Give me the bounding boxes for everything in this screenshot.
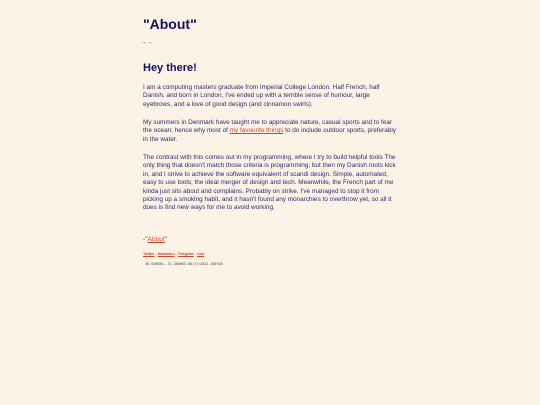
telegram-link[interactable]: Telegram bbox=[177, 252, 194, 256]
link-separator: - bbox=[193, 252, 197, 256]
twitter-link[interactable]: Twitter bbox=[143, 252, 155, 256]
last-link[interactable]: Last bbox=[196, 252, 205, 256]
intro-paragraph: I am a computing masters graduate from Imperial College London. Half French, half Danish, and born in London, I've ended up with a terrible sense of humour, large eyebrows, and a love of good design (and cinnamon swirls). bbox=[143, 84, 380, 108]
signoff-prefix: -" bbox=[143, 236, 148, 243]
link-separator: - bbox=[174, 252, 178, 256]
signoff-suffix: " bbox=[164, 236, 168, 243]
about-link[interactable]: About bbox=[147, 236, 165, 243]
signoff bbox=[143, 235, 167, 245]
coordinates-readout: 38.928856,-32.388603-08/17/2022-184928 bbox=[145, 262, 223, 266]
programming-paragraph: The contrast with this comes out in my programming, where I try to build helpful tools The only thing that doesn't match those criteria is programming; but then my Danish roots kick in, and I strive to achieve the software equivalent of scandi design. Simple, automated, easy to use tools; the ideal merger of design and tech. Meanwhile, the French part of me kinda just sits about and complains. Probably on strike. I've managed to stop it from picking up a smoking habit, and it hasn't found any monarchies to overthrow yet, so all it does is find new ways for me to avoid working. bbox=[143, 154, 396, 212]
social-links bbox=[143, 252, 204, 257]
mastodon-link[interactable]: Mastodon bbox=[157, 252, 175, 256]
page-subtitle: - - bbox=[143, 40, 153, 47]
link-separator: - bbox=[154, 252, 158, 256]
page-title: "About" bbox=[143, 16, 197, 32]
greeting-heading: Hey there! bbox=[143, 62, 197, 74]
favourite-things-link[interactable]: my favourite things bbox=[229, 127, 284, 135]
summers-text-after: to do include outdoor sports, preferably in the water. bbox=[143, 127, 396, 143]
summers-paragraph bbox=[143, 119, 399, 144]
summers-text-before: My summers in Denmark have taught me to appreciate nature, casual sports and to fear the ocean; hence why most of bbox=[143, 119, 393, 135]
